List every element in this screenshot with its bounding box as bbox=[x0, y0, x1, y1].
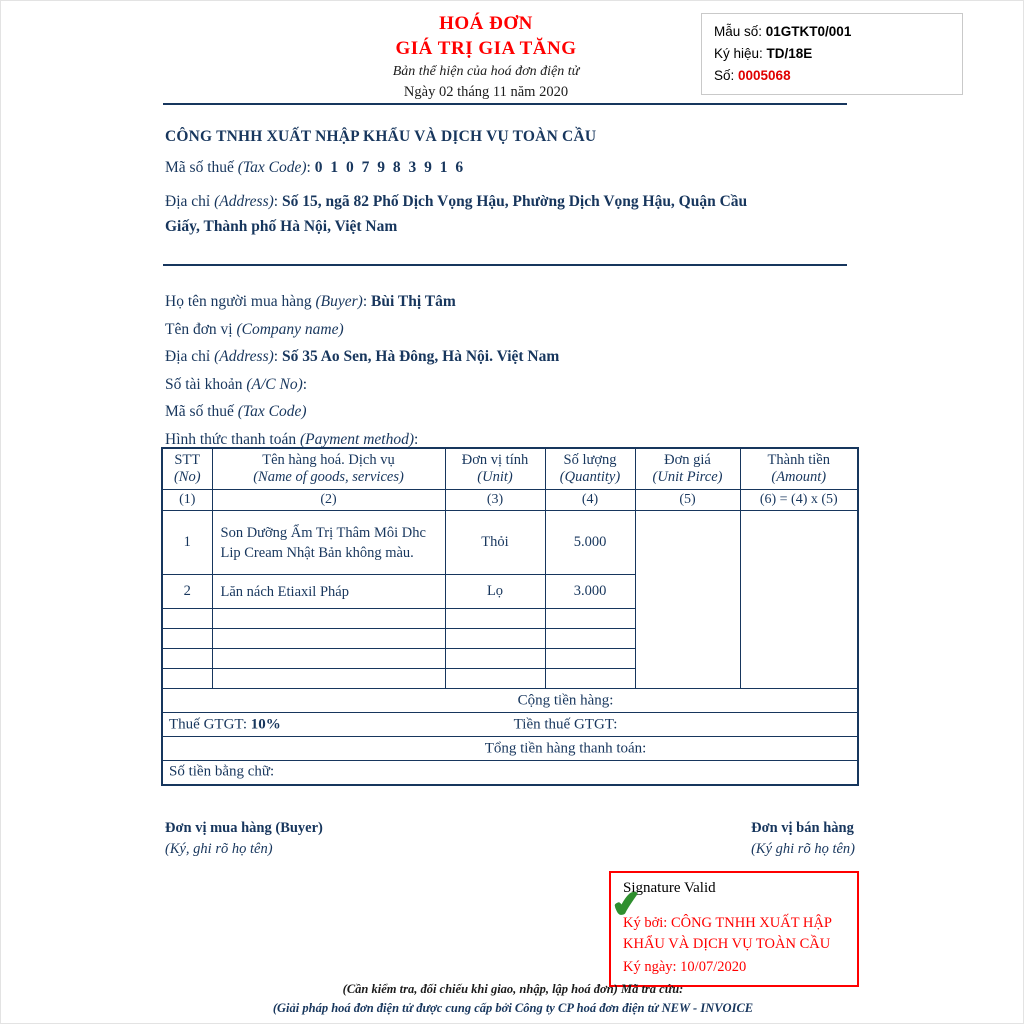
buyer-section bbox=[165, 288, 805, 453]
code-1: (1) bbox=[162, 490, 212, 511]
vat-rate-value: 10% bbox=[250, 716, 281, 732]
code-4: (4) bbox=[545, 490, 635, 511]
buyer-account-line bbox=[165, 371, 805, 399]
row2-name: Lăn nách Etiaxil Pháp bbox=[212, 575, 445, 609]
sep: : bbox=[414, 430, 419, 448]
buyer-signature-title: Đơn vị mua hàng (Buyer) bbox=[165, 820, 323, 836]
row1-no: 1 bbox=[162, 511, 212, 575]
row3-unit bbox=[445, 609, 545, 629]
subtotal-row bbox=[162, 689, 858, 713]
col-price-en: (Unit Pirce) bbox=[652, 469, 723, 485]
buyer-company-line bbox=[165, 316, 805, 344]
footer-note-check: (Cần kiểm tra, đối chiếu khi giao, nhập, lập hoá đơn) Mã tra cứu: bbox=[342, 982, 684, 996]
vat-rate bbox=[169, 716, 281, 733]
invoice-header bbox=[301, 11, 671, 101]
invoice-number: 0005068 bbox=[738, 68, 791, 83]
address-label-en: (Address) bbox=[214, 193, 274, 210]
checkmark-icon: ✔ bbox=[608, 882, 644, 926]
seller-address-line bbox=[165, 189, 750, 239]
buyer-signature-note: (Ký, ghi rõ họ tên) bbox=[165, 841, 273, 857]
items-table bbox=[161, 447, 859, 786]
serial-value: TD/18E bbox=[766, 46, 813, 61]
row2-qty: 3.000 bbox=[545, 575, 635, 609]
seller-section bbox=[165, 128, 785, 239]
col-name-vi: Tên hàng hoá. Dịch vụ bbox=[262, 452, 395, 468]
buyer-address-label: Địa chỉ bbox=[165, 348, 215, 365]
code-6: (6) = (4) x (5) bbox=[740, 490, 858, 511]
subtotal-label: Cộng tiền hàng: bbox=[517, 692, 614, 708]
row2-unit: Lọ bbox=[445, 575, 545, 609]
payment-label: Hình thức thanh toán bbox=[165, 430, 300, 448]
seller-signature-block bbox=[751, 818, 855, 860]
buyer-name-label-en: (Buyer) bbox=[315, 293, 363, 310]
account-label: Số tài khoản bbox=[165, 375, 247, 393]
form-label: Mẫu số: bbox=[714, 24, 766, 39]
sep: : bbox=[273, 348, 282, 365]
serial-label: Ký hiệu: bbox=[714, 46, 767, 61]
row4-qty bbox=[545, 629, 635, 649]
subtotal-cell bbox=[162, 689, 858, 713]
col-stt bbox=[162, 448, 212, 490]
row4-unit bbox=[445, 629, 545, 649]
code-3: (3) bbox=[445, 490, 545, 511]
address-sep: : bbox=[273, 193, 282, 210]
sep: : bbox=[362, 293, 372, 310]
meta-serial-line bbox=[714, 43, 950, 65]
col-qty-en: (Quantity) bbox=[559, 469, 621, 485]
row1-unit: Thỏi bbox=[445, 511, 545, 575]
col-amount-vi: Thành tiền bbox=[767, 452, 830, 468]
buyer-tax-label: Mã số thuế bbox=[165, 403, 238, 420]
seller-tax-line bbox=[165, 155, 750, 180]
company-label-en: (Company name) bbox=[236, 320, 344, 338]
col-unit-vi: Đơn vị tính bbox=[461, 452, 529, 468]
col-unit-en: (Unit) bbox=[477, 469, 513, 485]
col-price-vi: Đơn giá bbox=[664, 452, 711, 468]
company-label: Tên đơn vị bbox=[165, 320, 237, 338]
col-unit bbox=[445, 448, 545, 490]
row3-name bbox=[212, 609, 445, 629]
form-value: 01GTKT0/001 bbox=[765, 24, 852, 39]
table-row bbox=[162, 511, 858, 575]
code-5: (5) bbox=[635, 490, 740, 511]
vat-row bbox=[162, 713, 858, 737]
col-amount-en: (Amount) bbox=[771, 469, 827, 485]
total-row bbox=[162, 737, 858, 761]
meta-form-line bbox=[714, 21, 950, 43]
col-price bbox=[635, 448, 740, 490]
col-name-en: (Name of goods, services) bbox=[253, 469, 404, 485]
row6-unit bbox=[445, 669, 545, 689]
number-label: Số: bbox=[714, 68, 739, 83]
row6-qty bbox=[545, 669, 635, 689]
footer-notes bbox=[1, 982, 1024, 1016]
meta-number-line bbox=[714, 65, 950, 87]
signed-by-text: Ký bởi: CÔNG TNHH XUẤT HẬP KHẨU VÀ DỊCH VỤ TOÀN CẦU bbox=[623, 915, 832, 952]
buyer-name-value: Bùi Thị Tâm bbox=[371, 293, 456, 310]
footer-note-provider: (Giải pháp hoá đơn điện tử được cung cấp bởi Công ty CP hoá đơn điện tử NEW - INVOICE bbox=[272, 1001, 754, 1015]
amount-in-words-cell bbox=[162, 761, 858, 785]
row4-name bbox=[212, 629, 445, 649]
col-qty bbox=[545, 448, 635, 490]
invoice-meta-box bbox=[701, 13, 963, 95]
buyer-signature-block bbox=[165, 818, 323, 860]
buyer-tax-label-en: (Tax Code) bbox=[237, 403, 307, 420]
account-label-en: (A/C No) bbox=[246, 375, 303, 393]
tax-label-en: (Tax Code) bbox=[237, 159, 307, 176]
unit-price-empty-cell bbox=[635, 511, 740, 689]
address-label: Địa chỉ bbox=[165, 193, 215, 210]
seller-name: CÔNG TNHH XUẤT NHẬP KHẨU VÀ DỊCH VỤ TOÀN CẦU bbox=[165, 128, 597, 145]
amount-empty-cell bbox=[740, 511, 858, 689]
amount-in-words-label: Số tiền bằng chữ: bbox=[169, 763, 275, 780]
col-qty-vi: Số lượng bbox=[563, 452, 617, 468]
vat-rate-label: Thuế GTGT: bbox=[169, 716, 251, 732]
total-label: Tổng tiền hàng thanh toán: bbox=[484, 740, 647, 756]
signed-date-text: Ký ngày: 10/07/2020 bbox=[623, 959, 747, 975]
buyer-name-line bbox=[165, 288, 805, 316]
row6-no bbox=[162, 669, 212, 689]
buyer-address-label-en: (Address) bbox=[214, 348, 274, 365]
buyer-address-line bbox=[165, 343, 805, 371]
row6-name bbox=[212, 669, 445, 689]
col-amount bbox=[740, 448, 858, 490]
signature-titles bbox=[165, 818, 855, 860]
col-stt-en: (No) bbox=[173, 469, 201, 485]
column-code-row bbox=[162, 490, 858, 511]
signature-valid-text: Signature Valid bbox=[623, 880, 716, 896]
row5-qty bbox=[545, 649, 635, 669]
amount-in-words-row bbox=[162, 761, 858, 785]
buyer-tax-line bbox=[165, 398, 805, 426]
code-2: (2) bbox=[212, 490, 445, 511]
buyer-name-label: Họ tên người mua hàng bbox=[165, 293, 316, 310]
row1-name: Son Dưỡng Ẩm Trị Thâm Môi Dhc Lip Cream Nhật Bản không màu. bbox=[212, 511, 445, 575]
row4-no bbox=[162, 629, 212, 649]
digital-signature-stamp bbox=[609, 871, 859, 987]
invoice-title-line1: HOÁ ĐƠN bbox=[439, 13, 533, 34]
invoice-title-line2: GIÁ TRỊ GIA TĂNG bbox=[395, 38, 577, 59]
row5-name bbox=[212, 649, 445, 669]
row3-qty bbox=[545, 609, 635, 629]
payment-label-en: (Payment method) bbox=[299, 430, 415, 448]
vat-cell bbox=[162, 713, 858, 737]
row5-no bbox=[162, 649, 212, 669]
invoice-date: Ngày 02 tháng 11 năm 2020 bbox=[403, 84, 569, 100]
divider-top bbox=[163, 103, 847, 105]
seller-signature-note: (Ký ghi rõ họ tên) bbox=[751, 841, 855, 857]
divider-seller bbox=[163, 264, 847, 266]
col-name bbox=[212, 448, 445, 490]
tax-sep: : bbox=[306, 159, 315, 176]
col-stt-vi: STT bbox=[174, 452, 201, 468]
row1-qty: 5.000 bbox=[545, 511, 635, 575]
seller-address: Số 15, ngã 82 Phố Dịch Vọng Hậu, Phường Dịch Vọng Hậu, Quận Cầu Giấy, Thành phố Hà Nội, Việt Nam bbox=[165, 193, 748, 235]
invoice-subtitle: Bản thể hiện của hoá đơn điện tử bbox=[392, 64, 580, 79]
row5-unit bbox=[445, 649, 545, 669]
table-header-row bbox=[162, 448, 858, 490]
seller-signature-title: Đơn vị bán hàng bbox=[751, 820, 854, 836]
sep: : bbox=[302, 375, 308, 393]
total-cell bbox=[162, 737, 858, 761]
buyer-address-value: Số 35 Ao Sen, Hà Đông, Hà Nội. Việt Nam bbox=[281, 348, 560, 365]
tax-label: Mã số thuế bbox=[165, 159, 238, 176]
row2-no: 2 bbox=[162, 575, 212, 609]
row3-no bbox=[162, 609, 212, 629]
vat-amount-label: Tiền thuế GTGT: bbox=[513, 716, 618, 732]
seller-tax-code: 0 1 0 7 9 8 3 9 1 6 bbox=[314, 159, 466, 176]
